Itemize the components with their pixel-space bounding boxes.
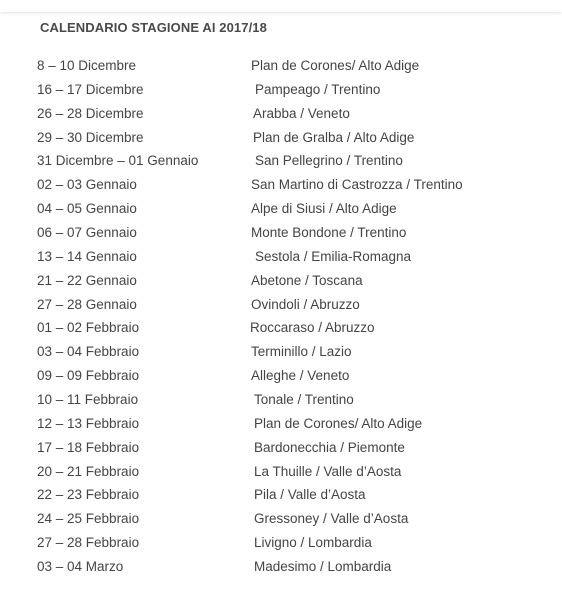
schedule-row: [37, 368, 557, 392]
event-location: Abetone / Toscana: [251, 272, 363, 288]
event-date: 06 – 07 Gennaio: [37, 225, 137, 241]
event-location: Bardonecchia / Piemonte: [254, 439, 405, 455]
event-date: 29 – 30 Dicembre: [37, 129, 144, 145]
schedule-row: [37, 201, 557, 225]
event-date: 22 – 23 Febbraio: [37, 487, 140, 503]
event-date: 03 – 04 Febbraio: [37, 344, 140, 360]
event-location: La Thuille / Valle d’Aosta: [254, 463, 402, 479]
schedule-row: [37, 273, 557, 297]
event-date: 17 – 18 Febbraio: [37, 439, 140, 455]
schedule-row: [37, 153, 557, 177]
event-location: Livigno / Lombardia: [254, 535, 372, 551]
event-location: Pampeago / Trentino: [255, 81, 381, 97]
event-location: Ovindoli / Abruzzo: [251, 296, 360, 312]
schedule-row: [37, 511, 557, 535]
event-location: Madesimo / Lombardia: [254, 559, 392, 575]
page-title: CALENDARIO STAGIONE AI 2017/18: [40, 20, 267, 35]
event-location: Monte Bondone / Trentino: [251, 225, 407, 241]
event-date: 21 – 22 Gennaio: [37, 272, 137, 288]
event-location: Tonale / Trentino: [254, 392, 354, 408]
schedule-row: [37, 416, 557, 440]
schedule-table: [37, 58, 557, 583]
schedule-row: [37, 249, 557, 273]
schedule-row: [37, 487, 557, 511]
event-location: Plan de Corones/ Alto Adige: [254, 415, 423, 431]
page-header-bar: [0, 0, 562, 12]
event-date: 03 – 04 Marzo: [37, 559, 124, 575]
schedule-row: [37, 82, 557, 106]
event-date: 09 – 09 Febbraio: [37, 368, 140, 384]
event-date: 24 – 25 Febbraio: [37, 511, 140, 527]
schedule-row: [37, 535, 557, 559]
event-location: San Pellegrino / Trentino: [255, 153, 403, 169]
event-date: 16 – 17 Dicembre: [37, 81, 144, 97]
schedule-row: [37, 225, 557, 249]
event-location: San Martino di Castrozza / Trentino: [251, 177, 463, 193]
schedule-row: [37, 297, 557, 321]
event-location: Sestola / Emilia-Romagna: [255, 248, 412, 264]
event-location: Arabba / Veneto: [253, 105, 350, 121]
event-location: Plan de Corones/ Alto Adige: [251, 58, 420, 73]
event-date: 01 – 02 Febbraio: [37, 320, 140, 336]
event-location: Roccaraso / Abruzzo: [250, 320, 375, 336]
event-date: 27 – 28 Febbraio: [37, 535, 140, 551]
schedule-row: [37, 344, 557, 368]
truncated-text-line: [36, 592, 556, 598]
event-date: 04 – 05 Gennaio: [37, 201, 137, 217]
schedule-row: [37, 106, 557, 130]
schedule-row: [37, 440, 557, 464]
schedule-row: [37, 559, 557, 583]
schedule-row: [37, 392, 557, 416]
schedule-row: [37, 464, 557, 488]
event-date: 27 – 28 Gennaio: [37, 296, 137, 312]
event-date: 26 – 28 Dicembre: [37, 105, 144, 121]
event-date: 02 – 03 Gennaio: [37, 177, 137, 193]
event-date: 8 – 10 Dicembre: [37, 58, 137, 73]
event-location: Pila / Valle d’Aosta: [254, 487, 366, 503]
event-location: Plan de Gralba / Alto Adige: [253, 129, 415, 145]
event-location: Alpe di Siusi / Alto Adige: [251, 201, 397, 217]
event-date: 20 – 21 Febbraio: [37, 463, 140, 479]
event-date: 13 – 14 Gennaio: [37, 248, 137, 264]
event-location: Gressoney / Valle d’Aosta: [254, 511, 409, 527]
event-date: 31 Dicembre – 01 Gennaio: [37, 153, 199, 169]
schedule-row: [37, 58, 557, 82]
event-date: 12 – 13 Febbraio: [37, 415, 140, 431]
truncated-paragraph: [36, 588, 556, 598]
event-location: Terminillo / Lazio: [251, 344, 352, 360]
schedule-row: [37, 320, 557, 344]
event-date: 10 – 11 Febbraio: [37, 392, 139, 408]
event-location: Alleghe / Veneto: [251, 368, 350, 384]
schedule-row: [37, 130, 557, 154]
schedule-row: [37, 177, 557, 201]
